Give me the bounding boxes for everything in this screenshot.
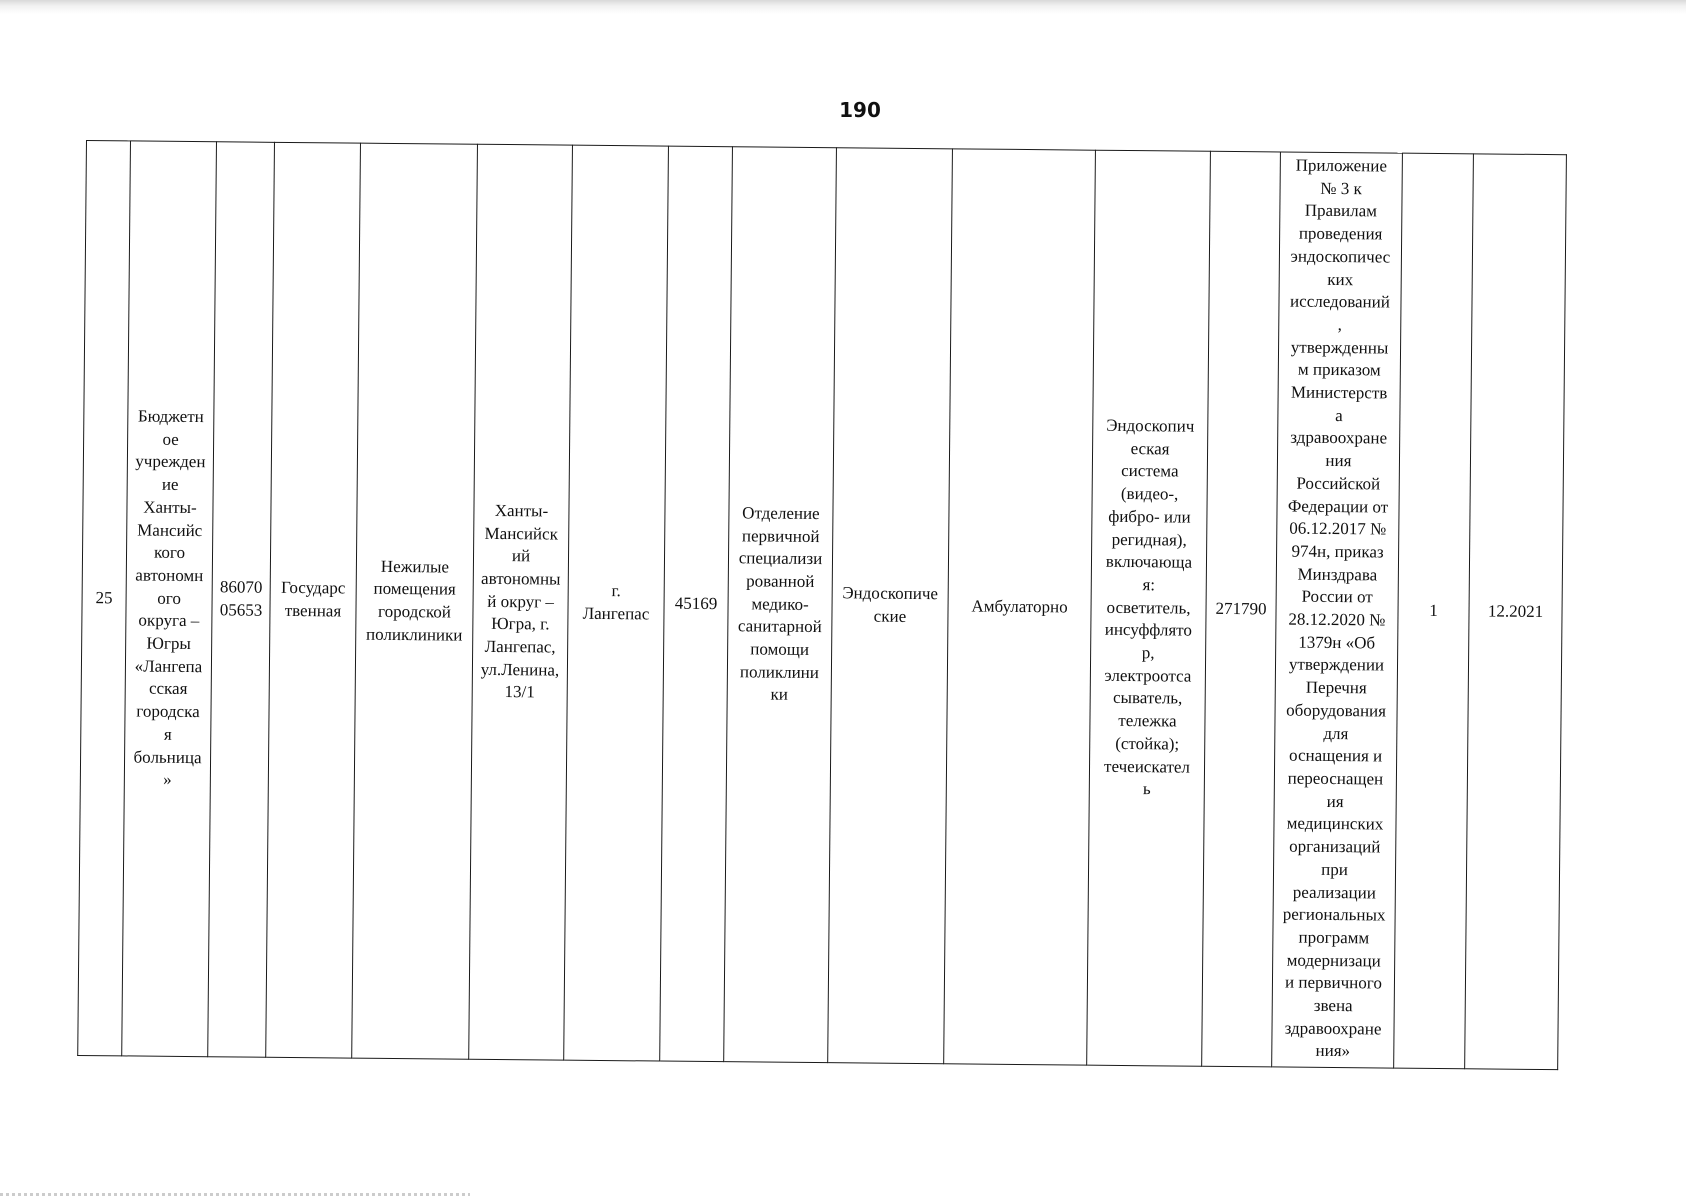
cell-date: 12.2021 xyxy=(1465,154,1567,1070)
page-number: 190 xyxy=(839,98,881,122)
cell-code: 86070 05653 xyxy=(208,142,275,1058)
equipment-table xyxy=(77,140,1567,1070)
table-row xyxy=(78,141,1567,1070)
cell-code2: 271790 xyxy=(1202,151,1281,1067)
cell-equipment: Эндоскопич еская система (видео-, фибро- или регидная), включающа я: осветитель, инсуффлято р, электроотса сыватель, тележка (стойка); течеискател ь xyxy=(1087,150,1211,1066)
cell-mode: Амбулаторно xyxy=(944,149,1096,1065)
cell-department: Отделение первичной специализи рованной медико- санитарной помощи поликлини ки xyxy=(724,147,837,1063)
cell-quantity: 1 xyxy=(1394,153,1474,1069)
cell-oktmo: 45169 xyxy=(660,146,733,1062)
cell-row-number: 25 xyxy=(78,141,131,1056)
cell-premises: Нежилые помещения городской поликлиники xyxy=(352,143,478,1059)
scan-edge-bottom xyxy=(0,1193,470,1196)
cell-address: Ханты- Мансийск ий автономны й округ – Югра, г. Лангепас, ул.Ленина, 13/1 xyxy=(469,144,573,1060)
cell-basis: Приложение № 3 к Правилам проведения эндоскопичес ких исследований , утвержденны м приказом Министерств а здравоохране ния Российской Федерации от 06.12.2017 № 974н, приказ Минздрава России от 28.12.2020 № 1379н «Об утверждении Перечня оборудования для оснащения и переоснащен ия медицинских организаций при реализации региональных программ модернизаци и первичного звена здравоохране ния» xyxy=(1272,152,1403,1068)
scan-edge-top xyxy=(0,0,1686,14)
cell-city: г. Лангепас xyxy=(564,145,669,1061)
cell-type: Эндоскопиче ские xyxy=(828,148,953,1064)
cell-ownership: Государс твенная xyxy=(266,142,361,1058)
cell-organization: Бюджетн ое учрежден ие Ханты- Мансийс кого автономн ого округа – Югры «Лангепа сская городска я больница » xyxy=(122,141,217,1057)
